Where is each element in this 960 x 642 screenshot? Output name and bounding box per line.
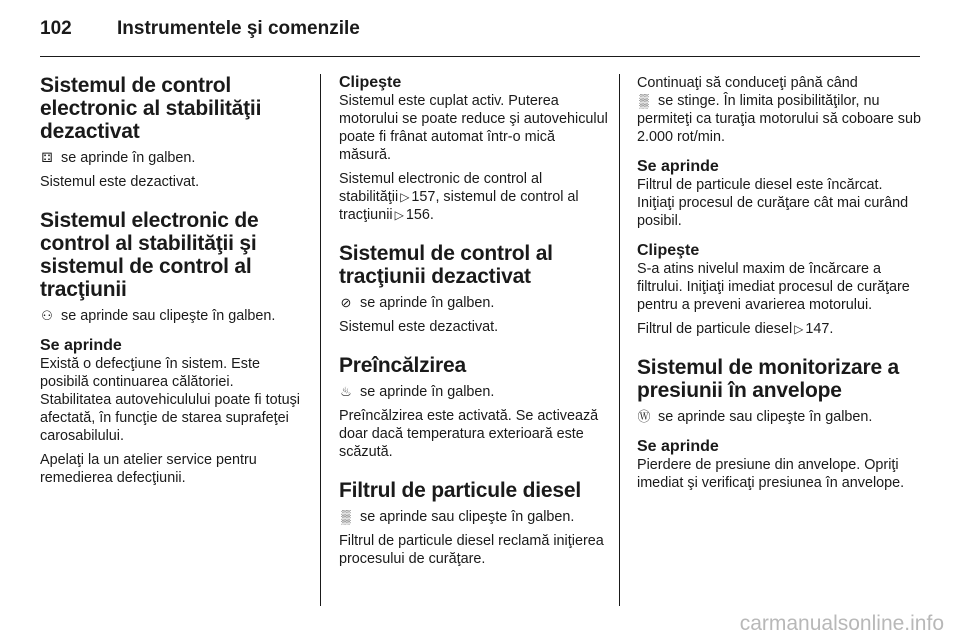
tc-off-line-1: ⊘ se aprinde în galben. — [340, 295, 495, 311]
dpf-flashes-para-2: Filtrul de particule diesel ▷ 147. — [637, 321, 834, 337]
column-2 — [339, 74, 609, 574]
subsection-title-flashes: Clipeşte — [637, 242, 700, 259]
tc-off-line-2: Sistemul este dezactivat. — [339, 319, 499, 335]
esc-off-icon: ⚃ — [41, 150, 53, 165]
page-reference-icon: ▷ — [400, 190, 410, 204]
preheating-line-1: ♨ se aprinde în galben. — [340, 384, 495, 400]
page-reference-icon: ▷ — [394, 208, 404, 222]
diesel-particulate-filter-icon: ▒ — [639, 93, 649, 108]
subsection-title-on: Se aprinde — [637, 158, 719, 175]
diesel-particulate-filter-icon: ▒ — [341, 509, 351, 524]
section-title-dpf: Filtrul de particule diesel — [339, 479, 581, 502]
header-divider — [40, 56, 920, 57]
page-reference-icon: ▷ — [794, 322, 804, 336]
dpf-continue-para: Continuaţi să conduceţi până când ▒ se stinge. În limita posibilităţilor, nu permiteţi ca turaţia motorului să coboare sub 2.000 rot/min. — [637, 75, 921, 145]
subsection-title-on: Se aprinde — [40, 337, 122, 354]
glow-plug-icon: ♨ — [340, 384, 352, 399]
preheating-line-2: Preîncălzirea este activată. Se activează doar dacă temperatura exterioară este scăzută. — [339, 408, 599, 460]
page-reference-157[interactable]: 157 — [411, 189, 436, 205]
dpf-line-1: ▒ se aprinde sau clipeşte în galben. — [339, 508, 609, 526]
subsection-title-on: Se aprinde — [637, 438, 719, 455]
esc-tc-para-1: Există o defecţiune în sistem. Este posibilă continuarea călătoriei. Stabilitatea autovehiculului poate fi totuşi afectată, în funcţie de starea suprafeţei carosabilului. — [40, 356, 301, 444]
dpf-line-2: Filtrul de particule diesel reclamă iniţierea procesului de curăţare. — [339, 533, 604, 567]
column-divider-1 — [320, 74, 321, 606]
section-title-tc-off: Sistemul de control al tracţiunii dezactivat — [339, 242, 553, 288]
flashes-para-2: Sistemul electronic de control al stabilităţii ▷ 157, sistemul de control al tracţiunii ▷ 156. — [339, 171, 579, 223]
watermark: carmanualsonline.info — [739, 612, 944, 635]
esc-tc-line-1: ⚇ se aprinde sau clipeşte în galben. — [41, 308, 276, 324]
tire-pressure-icon: Ⓦ — [637, 409, 651, 424]
dpf-on-para: Filtrul de particule diesel este încărcat. Iniţiaţi procesul de curăţare cât mai curând posibil. — [637, 177, 909, 229]
section-title-esc-off: Sistemul de control electronic al stabilităţii dezactivat — [40, 74, 262, 143]
tpms-on-para: Pierdere de presiune din anvelope. Opriţi imediat şi verificaţi presiunea în anvelope. — [637, 457, 905, 491]
column-divider-2 — [619, 74, 620, 606]
dpf-flashes-para-1: S-a atins nivelul maxim de încărcare a filtrului. Iniţiaţi imediat procesul de curăţare pentru a preveni avarierea motorului. — [637, 261, 910, 313]
page-reference-147[interactable]: 147 — [805, 321, 830, 337]
esc-off-line-2: Sistemul este dezactivat. — [40, 174, 200, 190]
page-number: 102 — [40, 18, 72, 39]
section-title-tpms: Sistemul de monitorizare a presiunii în anvelope — [637, 356, 900, 402]
column-3 — [637, 74, 922, 498]
page-reference-156[interactable]: 156 — [405, 207, 430, 223]
page-header — [40, 18, 920, 56]
esc-tc-icon: ⚇ — [41, 308, 53, 323]
section-title-preheating: Preîncălzirea — [339, 354, 466, 377]
column-1 — [40, 74, 305, 493]
flashes-para-1: Sistemul este cuplat activ. Puterea motorului se poate reduce şi autovehiculul poate fi frânat automat într-o mică măsură. — [339, 93, 608, 163]
page-title: Instrumentele şi comenzile — [117, 18, 360, 39]
section-title-esc-tc: Sistemul electronic de control al stabilităţii şi sistemul de control al tracţiunii — [40, 209, 259, 301]
esc-tc-para-2: Apelaţi la un atelier service pentru remedierea defecţiunii. — [40, 452, 257, 486]
esc-off-line-1: ⚃ se aprinde în galben. — [41, 150, 196, 166]
tpms-line-1: Ⓦ se aprinde sau clipeşte în galben. — [637, 409, 873, 425]
subsection-title-flashes: Clipeşte — [339, 74, 402, 91]
tc-off-icon: ⊘ — [340, 295, 352, 310]
